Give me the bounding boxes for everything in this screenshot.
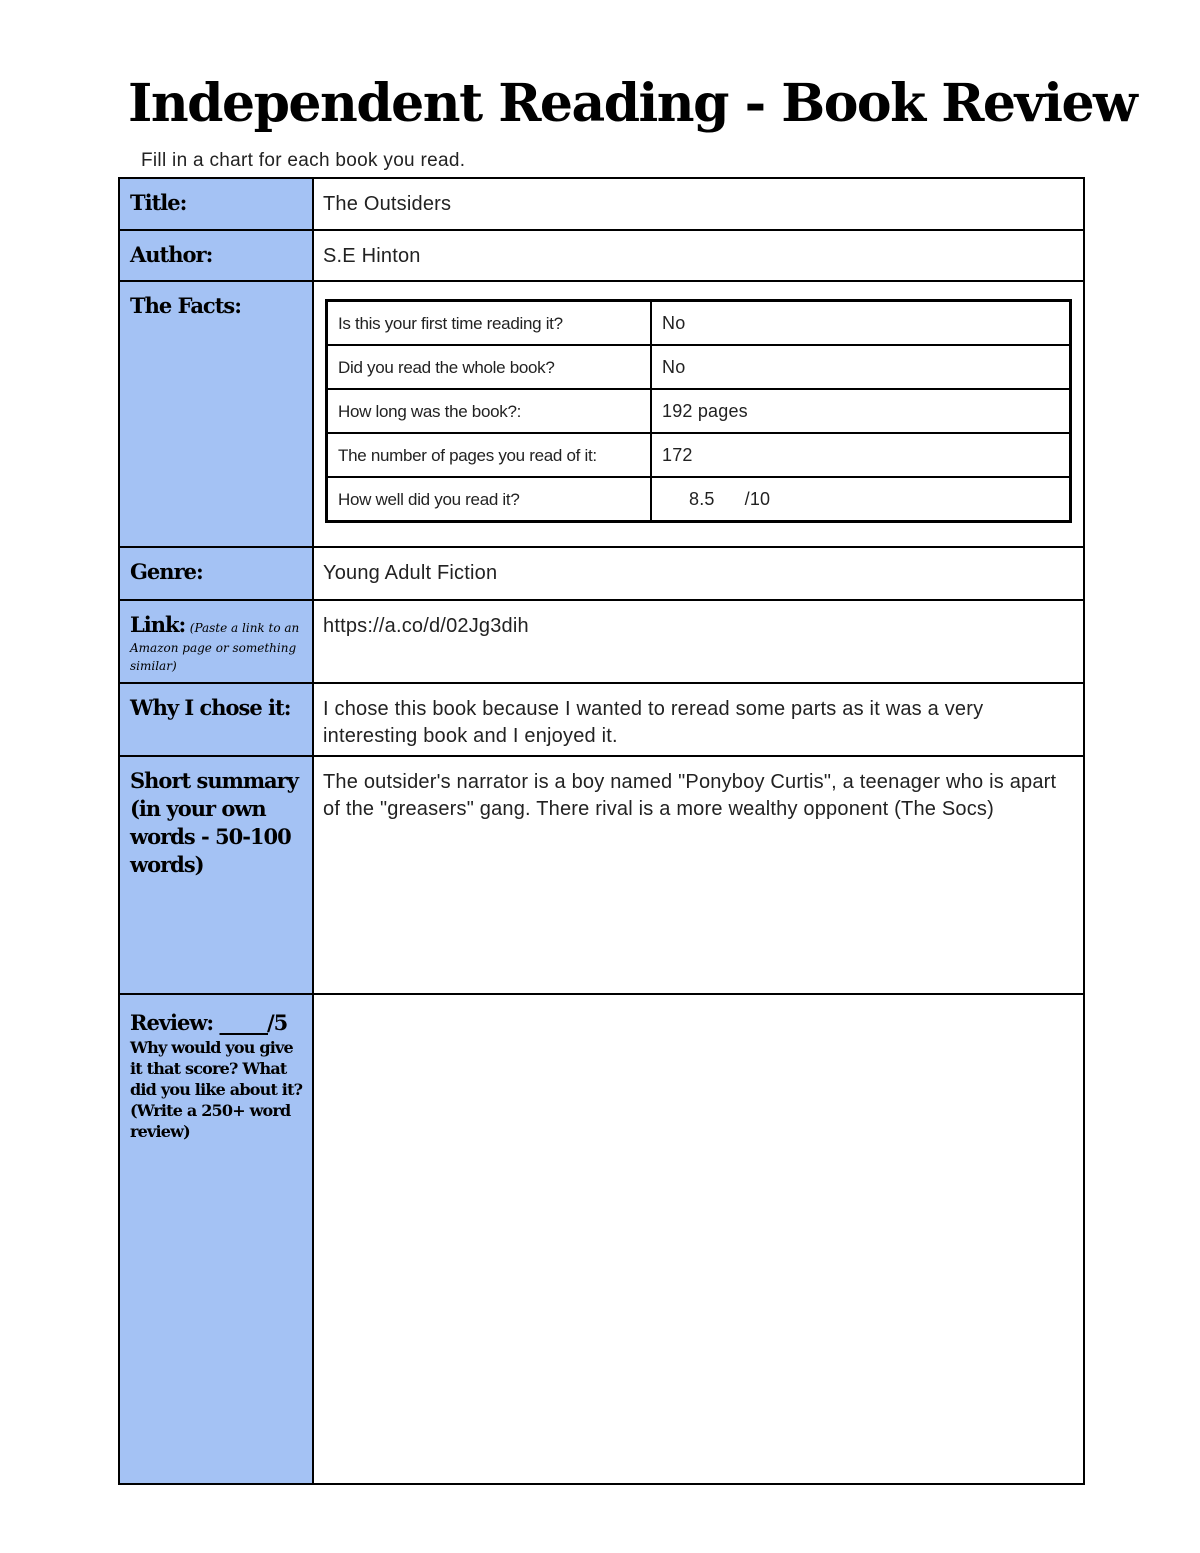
why-label: Why I chose it: — [130, 695, 291, 720]
facts-question: Is this your first time reading it? — [327, 301, 652, 346]
link-label-wrap — [130, 611, 304, 675]
summary-label-cell — [119, 756, 313, 994]
facts-answer[interactable]: 172 — [651, 433, 1071, 477]
facts-row-length — [327, 389, 1071, 433]
facts-row — [119, 281, 1084, 547]
genre-label: Genre: — [130, 559, 203, 584]
genre-label-cell — [119, 547, 313, 600]
facts-label-cell — [119, 281, 313, 547]
link-label-cell — [119, 600, 313, 683]
link-note: (Paste a link to an Amazon page or something similar) — [130, 621, 300, 673]
review-label: Review: _____/5 — [130, 1010, 288, 1035]
genre-value[interactable]: Young Adult Fiction — [313, 547, 1084, 600]
facts-row-pages-read — [327, 433, 1071, 477]
facts-answer[interactable]: No — [651, 345, 1071, 389]
page-title: Independent Reading - Book Review — [128, 73, 1137, 134]
facts-question: How well did you read it? — [327, 477, 652, 522]
title-row — [119, 178, 1084, 230]
facts-row-whole-book — [327, 345, 1071, 389]
author-row — [119, 230, 1084, 281]
facts-answer[interactable]: No — [651, 301, 1071, 346]
summary-row — [119, 756, 1084, 994]
review-row — [119, 994, 1084, 1484]
title-label: Title: — [130, 190, 187, 215]
facts-label: The Facts: — [130, 293, 241, 318]
author-label-cell — [119, 230, 313, 281]
link-value[interactable]: https://a.co/d/02Jg3dih — [313, 600, 1084, 683]
facts-answer[interactable]: 192 pages — [651, 389, 1071, 433]
link-row — [119, 600, 1084, 683]
review-prompt: Why would you give it that score? What did you like about it? (Write a 250+ word review) — [130, 1038, 303, 1141]
score-value: 8.5 — [689, 488, 715, 509]
facts-question: Did you read the whole book? — [327, 345, 652, 389]
score-denominator: /10 — [744, 488, 771, 509]
facts-cell — [313, 281, 1084, 547]
instructions-text: Fill in a chart for each book you read. — [141, 150, 466, 171]
why-row — [119, 683, 1084, 756]
why-value[interactable]: I chose this book because I wanted to reread some parts as it was a very interesting book and I enjoyed it. — [313, 683, 1084, 756]
why-label-cell — [119, 683, 313, 756]
author-label: Author: — [130, 242, 213, 267]
facts-table — [325, 299, 1072, 523]
link-label: Link: — [130, 612, 186, 637]
summary-label: Short summary (in your own words - 50-100 words) — [130, 768, 298, 877]
genre-row — [119, 547, 1084, 600]
facts-answer-score[interactable] — [651, 477, 1071, 522]
author-value[interactable]: S.E Hinton — [313, 230, 1084, 281]
title-value[interactable]: The Outsiders — [313, 178, 1084, 230]
facts-row-how-well — [327, 477, 1071, 522]
facts-question: The number of pages you read of it: — [327, 433, 652, 477]
facts-row-first-time — [327, 301, 1071, 346]
facts-question: How long was the book?: — [327, 389, 652, 433]
book-review-table — [118, 177, 1085, 1485]
review-label-cell — [119, 994, 313, 1484]
title-label-cell — [119, 178, 313, 230]
review-value[interactable] — [313, 994, 1084, 1484]
summary-value[interactable]: The outsider's narrator is a boy named "Ponyboy Curtis", a teenager who is apart of the "greasers" gang. There rival is a more wealthy opponent (The Socs) — [313, 756, 1084, 994]
